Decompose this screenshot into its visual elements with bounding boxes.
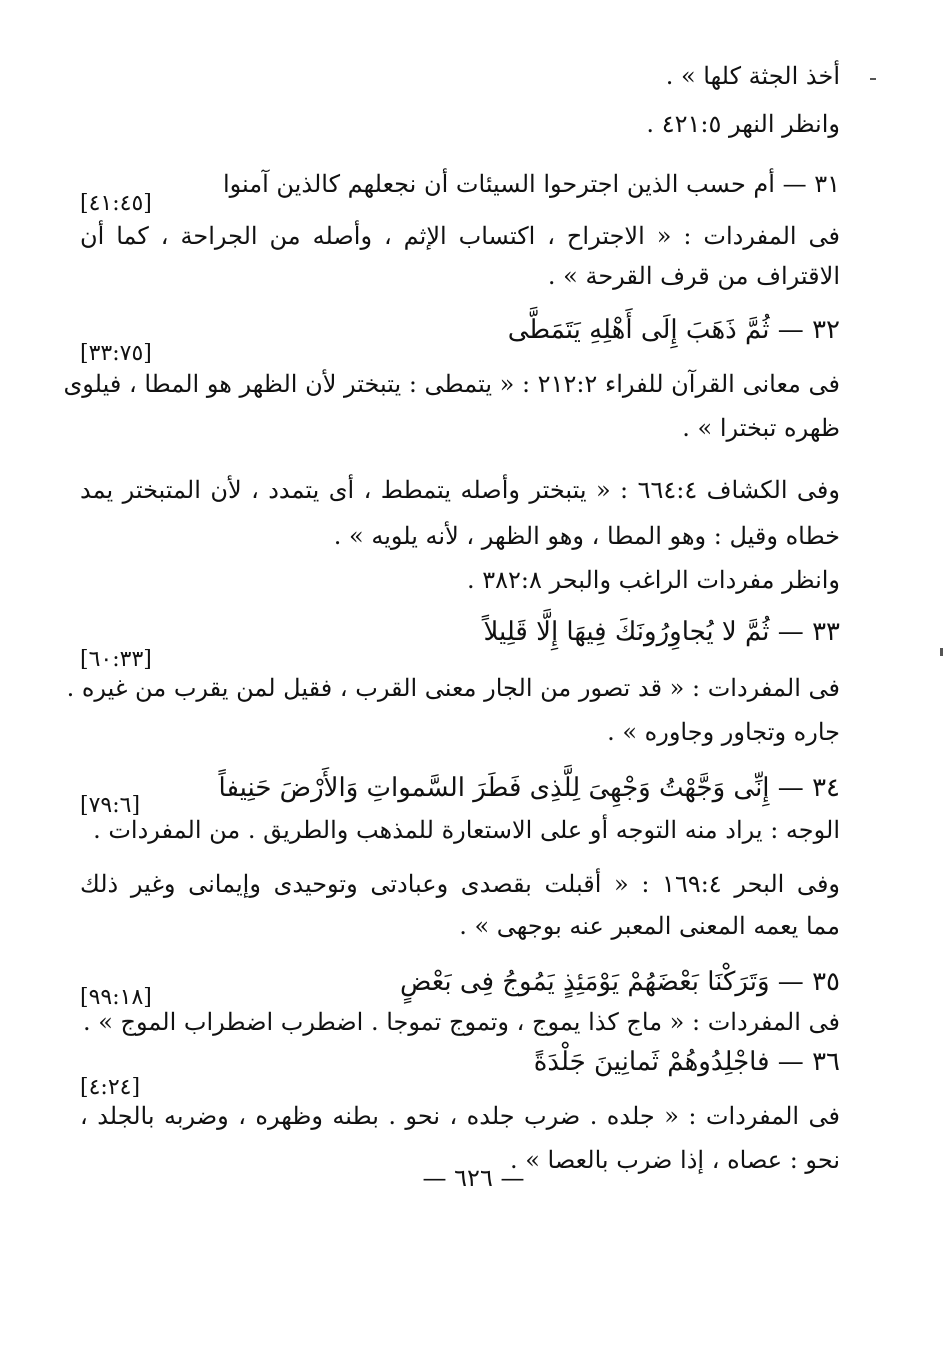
verse-ref-31: [٤١:٤٥]: [80, 191, 152, 216]
text-line: فى المفردات : « جلده . ضرب جلده ، نحو . بطنه وظهره ، وضربه بالجلد ،: [80, 1102, 840, 1130]
text-line: وفى الكشاف ٦٦٤:٤ : « يتبختر وأصله يتمطط ، أى يتمدد ، لأن المتبختر يمد: [80, 476, 840, 504]
text-line: الاقتراف من قرف القرحة » .: [547, 262, 840, 290]
text-line: وفى البحر ١٦٩:٤ : « أقبلت بقصدى وعبادتى وتوحيدى وإيمانى وغير ذلك: [80, 870, 841, 898]
verse-heading-36: ٣٦ — فاجْلِدُوهُمْ ثَمانِينَ جَلْدَةً: [533, 1047, 840, 1077]
verse-ref-35: [٩٩:١٨]: [80, 985, 152, 1010]
verse-heading-34: ٣٤ — إِنِّى وَجَّهْتُ وَجْهِىَ لِلَّذِى فَطَرَ السَّمواتِ وَالأَرْضَ حَنِيفاً: [218, 773, 840, 803]
text-line: ظهره تبخترا » .: [682, 414, 840, 442]
verse-heading-33: ٣٣ — ثُمَّ لا يُجاوِرُونَكَ فِيهَا إِلَّا قَلِيلاً: [483, 617, 840, 647]
verse-ref-32: [٣٣:٧٥]: [80, 341, 152, 366]
text-line: أخذ الجثة كلها » .: [665, 62, 840, 90]
verse-ref-36: [٤:٢٤]: [80, 1075, 141, 1100]
verse-heading-32: ٣٢ — ثُمَّ ذَهَبَ إِلَى أَهْلِهِ يَتَمَطَّى: [507, 315, 840, 345]
text-line: جاره وتجاور وجاوره » .: [607, 718, 840, 746]
verse-ref-34: [٧٩:٦]: [80, 793, 141, 818]
scan-speck: [870, 78, 876, 80]
verse-heading-31: ٣١ — أم حسب الذين اجترحوا السيئات أن نجعلهم كالذين آمنوا: [222, 170, 840, 198]
text-line: نحو : عصاه ، إذا ضرب بالعصا » .: [509, 1146, 840, 1174]
text-line: فى معانى القرآن للفراء ٢١٢:٢ : « يتمطى : يتبختر لأن الظهر هو المطا ، فيلوى: [63, 370, 840, 398]
page-number: — ٦٢٦ —: [422, 1164, 525, 1192]
text-line: مما يعمه المعنى المعبر عنه بوجهى » .: [459, 912, 840, 940]
text-line: فى المفردات : « الاجتراح ، اكتساب الإثم ، وأصله من الجراحة ، كما أن: [80, 222, 840, 250]
text-line: الوجه : يراد منه التوجه أو على الاستعارة للمذهب والطريق . من المفردات .: [93, 816, 840, 844]
text-line: فى المفردات : « قد تصور من الجار معنى القرب ، فقيل لمن يقرب من غيره .: [66, 674, 840, 702]
text-line: خطاه وقيل : وهو المطا ، وهو الظهر ، لأنه يلويه » .: [333, 522, 840, 550]
verse-heading-35: ٣٥ — وَتَرَكْنَا بَعْضَهُمْ يَوْمَئِذٍ يَمُوجُ فِى بَعْضٍ: [400, 967, 840, 997]
text-line: وانظر مفردات الراغب والبحر ٣٨٢:٨ .: [466, 566, 840, 594]
book-page: [63, 50, 841, 1310]
verse-ref-33: [٦٠:٣٣]: [80, 647, 152, 672]
text-line: وانظر النهر ٤٢١:٥ .: [646, 110, 840, 138]
text-line: فى المفردات : « ماج كذا يموج ، وتموج تموجا . اضطرب اضطراب الموج » .: [82, 1008, 840, 1036]
scan-speck: [940, 648, 943, 656]
